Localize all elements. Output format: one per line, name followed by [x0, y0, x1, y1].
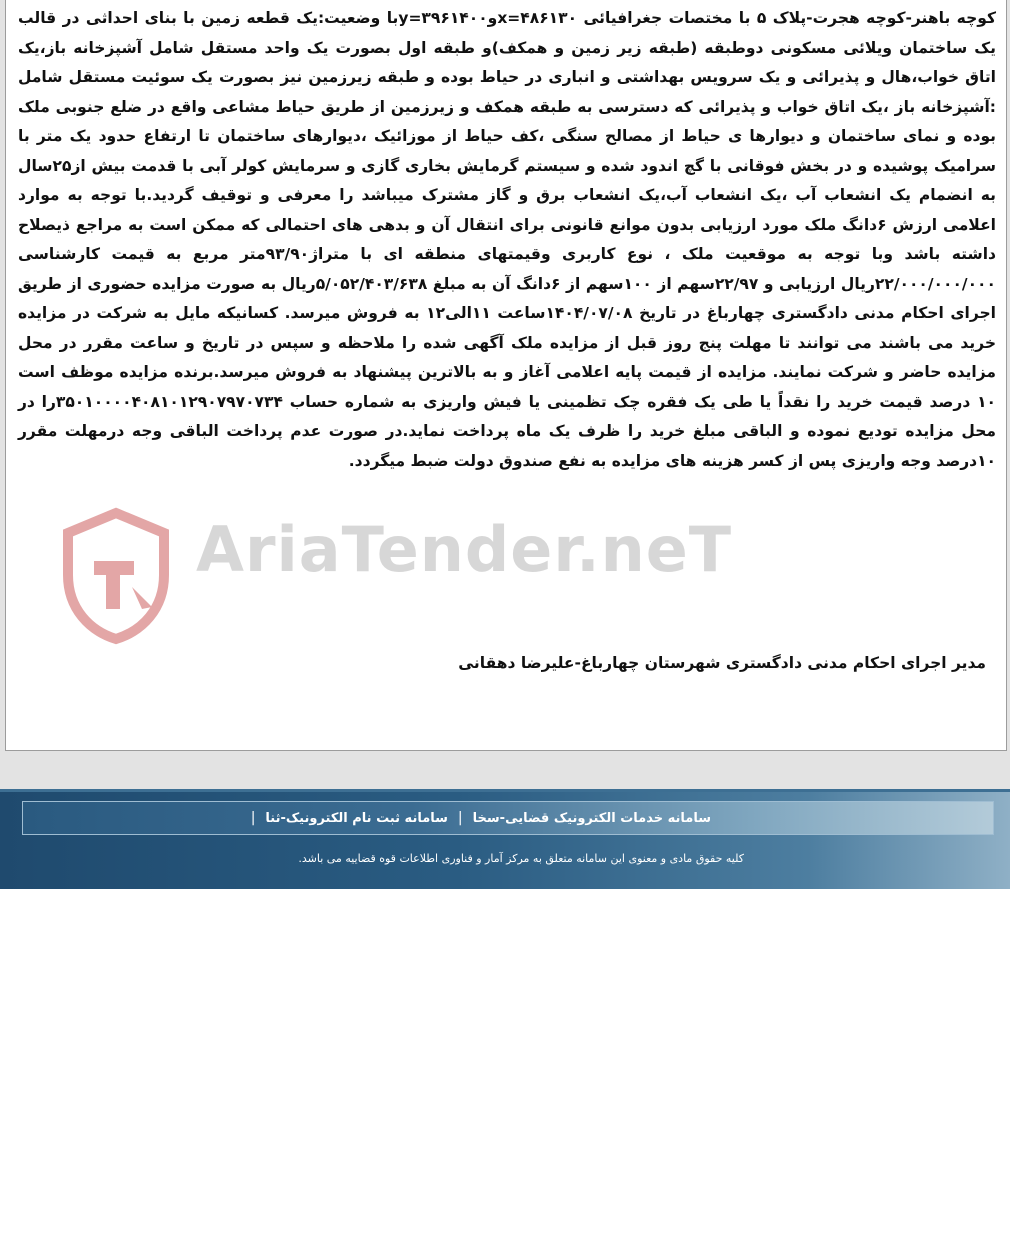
- site-footer: [0, 789, 1010, 889]
- footer-separator: |: [457, 810, 463, 826]
- footer-separator: |: [250, 810, 256, 826]
- footer-link-sakha[interactable]: سامانه خدمات الکترونیک قضایی-سخا: [472, 810, 711, 826]
- auction-notice-text: کوچه باهنر-کوچه هجرت-پلاک ۵ با مختصات جغرافیائی x=۴۸۶۱۳۰وy=۳۹۶۱۴۰۰با وضعیت:یک قطعه زمین با بنای احداثی در قالب یک ساختمان ویلائی مسکونی دوطبقه (طبقه زیر زمین و همکف)و طبقه اول بصورت یک واحد مستقل شامل آشپزخانه باز،یک اتاق خواب،هال و پذیرائی و یک سرویس بهداشتی و انباری در حیاط بوده و طبقه زیرزمین نیز بصورت یک سوئیت مستقل شامل :آشپزخانه باز ،یک اتاق خواب و پذیرائی که دسترسی به طبقه همکف و زیرزمین از طریق حیاط مشاعی واقع در ضلع جنوبی ملک بوده و نمای ساختمان و دیوارها ی حیاط از مصالح سنگی ،کف حیاط از موزائیک ،دیوارهای ساختمان تا ارتفاع حدود یک متر با سرامیک پوشیده و در بخش فوقانی با گچ اندود شده و سیستم گرمایش بخاری گازی و سرمایش کولر آبی با قدمت بیش از۲۵سال به انضمام یک انشعاب آب ،یک انشعاب آب،یک انشعاب برق و گاز مشترک میباشد را معرفی و توقیف گردید.با توجه به موارد اعلامی ارزش ۶دانگ ملک مورد ارزیابی بدون موانع قانونی برای انتقال آن و بدهی های احتمالی که ممکن است به مراجع ذیصلاح داشته باشد وبا توجه به موقعیت ملک ، نوع کاربری وقیمتهای منطقه ای با متراژ۹۳/۹۰متر مربع به قیمت کارشناسی ۲۲/۰۰۰/۰۰۰/۰۰۰ریال ارزیابی و ۲۲/۹۷سهم از ۱۰۰سهم از ۶دانگ آن به مبلغ ۵/۰۵۲/۴۰۳/۶۳۸ریال به صورت مزایده حضوری از طریق اجرای احکام مدنی دادگستری چهارباغ در تاریخ ۱۴۰۴/۰۷/۰۸ساعت ۱۱الی۱۲ به فروش میرسد. کسانیکه مایل به شرکت در مزایده خرید می باشند می توانند تا مهلت پنج روز قبل از مزایده ملک آگهی شده را ملاحظه و سپس در تاریخ و ساعت مقرر در محل مزایده حاضر و شرکت نمایند. مزایده از قیمت پایه اعلامی آغاز و به بالاترین پیشنهاد به فروش میرسد.برنده مزایده موظف است ۱۰ درصد قیمت خرید را نقداً یا طی یک فقره چک تظمینی یا فیش واریزی به شماره حساب ۳۵۰۱۰۰۰۰۴۰۸۱۰۱۲۹۰۷۹۷۰۷۳۴را در محل مزایده تودیع نموده و الباقی مبلغ خرید را ظرف یک ماه پرداخت نماید.در صورت عدم پرداخت الباقی وجه درمهلت مقرر ۱۰درصد وجه واریزی پس از کسر هزینه های مزایده به نفع صندوق دولت ضبط میگردد.: [18, 9, 996, 470]
- footer-divider: [0, 789, 1010, 792]
- footer-copyright: کلیه حقوق مادی و معنوی این سامانه متعلق به مرکز آمار و فناوری اطلاعات قوه قضاییه می باشد.: [298, 852, 744, 865]
- aria-tender-logo-icon: [56, 505, 176, 645]
- watermark-text: AriaTender.neT: [196, 513, 733, 586]
- watermark: [56, 505, 733, 645]
- footer-links-bar: [22, 801, 994, 835]
- notice-signature: مدیر اجرای احکام مدنی دادگستری شهرستان چهارباغ-علیرضا دهقانی: [458, 654, 986, 672]
- footer-link-sana[interactable]: سامانه ثبت نام الکترونیک-ثنا: [265, 810, 448, 826]
- notice-panel: [5, 0, 1007, 751]
